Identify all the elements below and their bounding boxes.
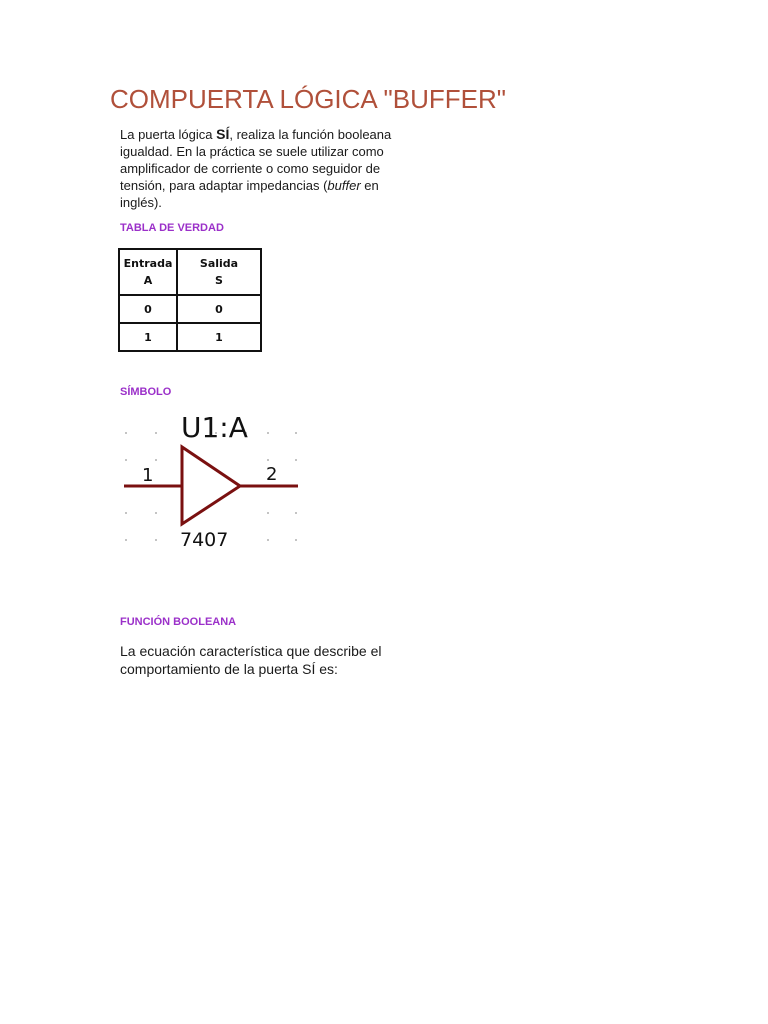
buffer-triangle-icon bbox=[182, 447, 240, 524]
symbol-heading: SÍMBOLO bbox=[120, 386, 172, 398]
symbol-ref-label: U1:A bbox=[181, 411, 248, 444]
truth-table bbox=[118, 248, 262, 352]
buffer-gate-symbol bbox=[118, 408, 308, 556]
boolean-function-heading: FUNCIÓN BOOLEANA bbox=[120, 616, 237, 628]
truth-table-header-row bbox=[119, 249, 261, 295]
table-cell-output: 0 bbox=[177, 295, 261, 323]
header-input bbox=[119, 249, 177, 295]
header-input-name: Entrada bbox=[123, 257, 173, 270]
table-cell-output: 1 bbox=[177, 323, 261, 351]
intro-middle: , realiza la función booleana igualdad. En la práctica se suele utilizar como amplificador de corriente o como seguidor de tensión, para adaptar impedancias ( bbox=[120, 127, 392, 193]
intro-paragraph bbox=[120, 126, 420, 211]
truth-table-heading: TABLA DE VERDAD bbox=[120, 222, 224, 234]
input-pin-label: 1 bbox=[142, 465, 154, 486]
header-output-name: Salida bbox=[199, 257, 239, 270]
table-cell-input: 0 bbox=[119, 295, 177, 323]
gate-word: SÍ bbox=[216, 126, 230, 142]
table-row bbox=[119, 323, 261, 351]
table-cell-input: 1 bbox=[119, 323, 177, 351]
page-title: COMPUERTA LÓGICA "BUFFER" bbox=[110, 84, 507, 114]
header-output-signal: S bbox=[215, 274, 223, 287]
table-row bbox=[119, 295, 261, 323]
boolean-function-text: La ecuación característica que describe el comportamiento de la puerta SÍ es: bbox=[120, 643, 382, 677]
output-pin-label: 2 bbox=[266, 464, 278, 485]
header-input-signal: A bbox=[143, 274, 153, 287]
buffer-word: buffer bbox=[327, 178, 361, 193]
header-output bbox=[177, 249, 261, 295]
part-number-label: 7407 bbox=[180, 529, 229, 551]
intro-suffix: en inglés). bbox=[120, 178, 379, 210]
intro-prefix: La puerta lógica bbox=[120, 127, 217, 142]
